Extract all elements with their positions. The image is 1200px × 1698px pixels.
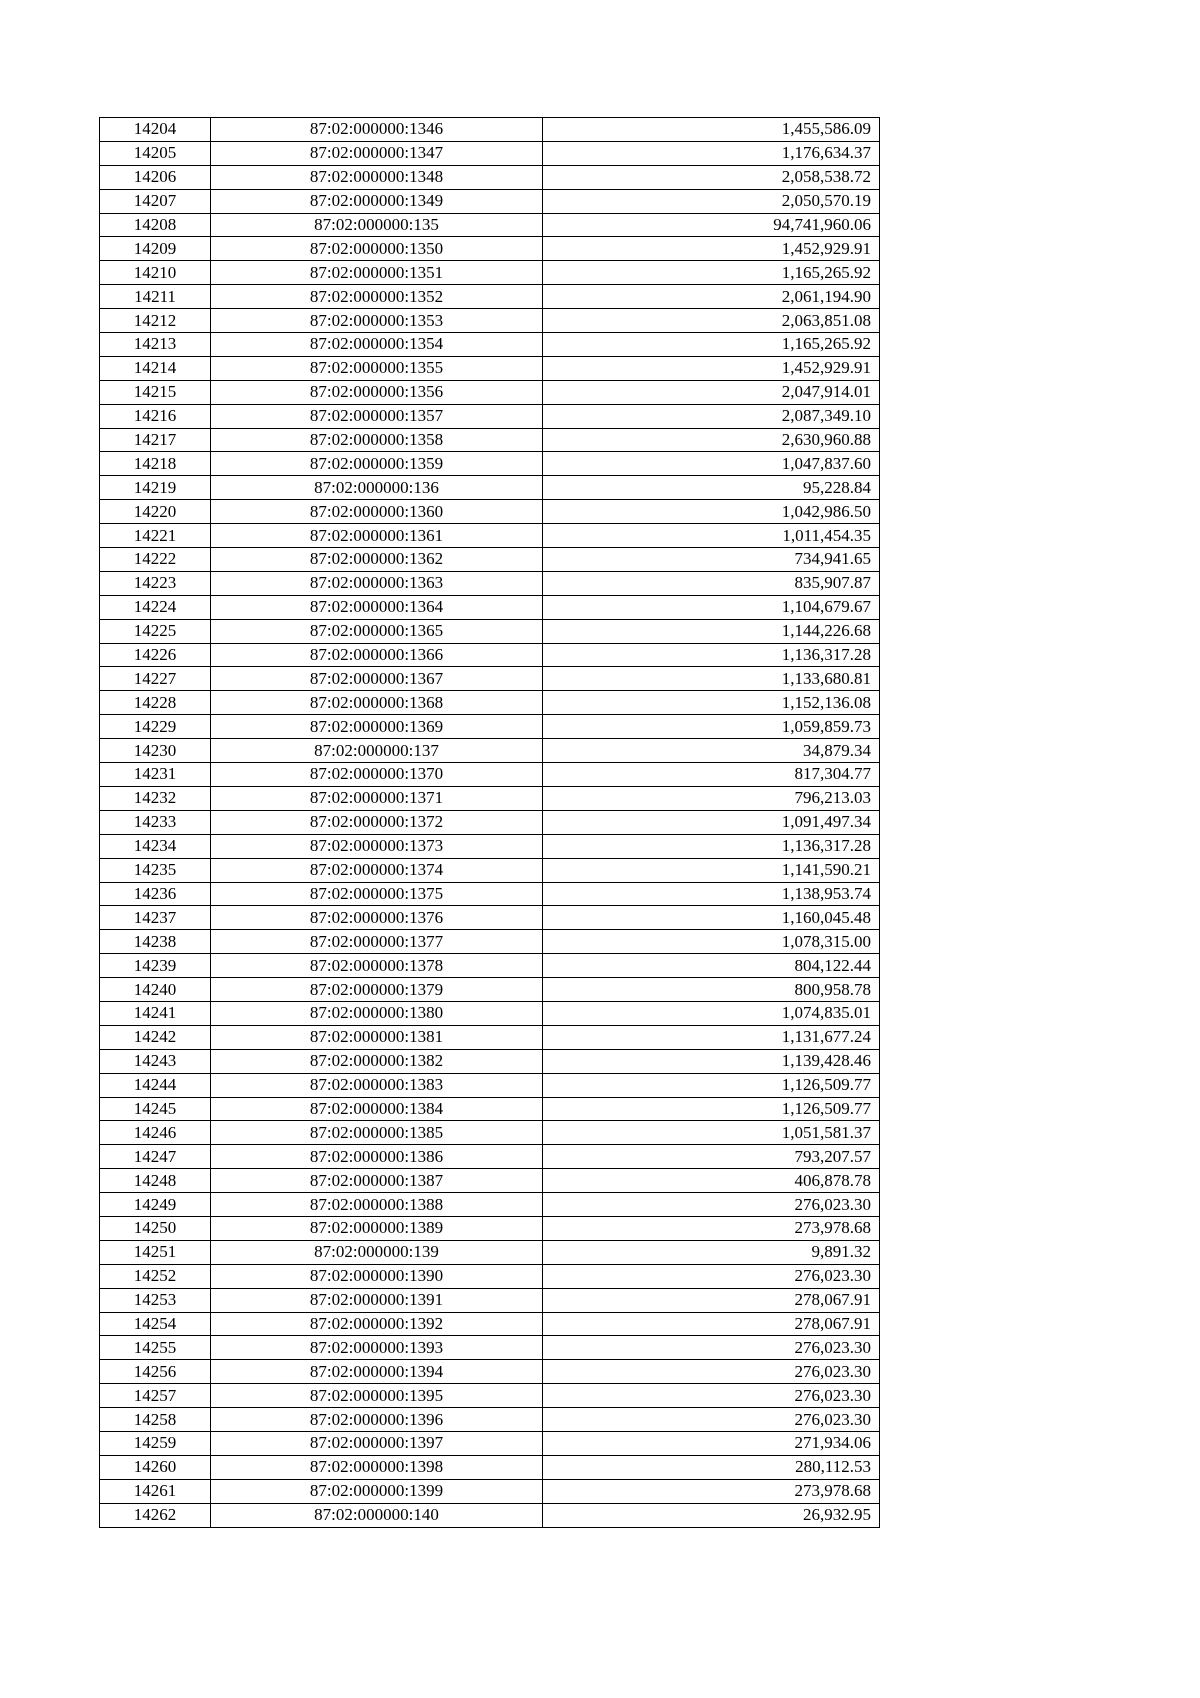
cadastral-value-cell: 273,978.68 <box>543 1216 880 1240</box>
table-row <box>100 500 880 524</box>
row-number-cell: 14238 <box>100 930 211 954</box>
cadastral-number-cell: 87:02:000000:1364 <box>211 595 543 619</box>
cadastral-number-cell: 87:02:000000:1372 <box>211 810 543 834</box>
cadastral-number-cell: 87:02:000000:1361 <box>211 524 543 548</box>
row-number-cell: 14258 <box>100 1408 211 1432</box>
cadastral-value-cell: 34,879.34 <box>543 739 880 763</box>
cadastral-number-cell: 87:02:000000:1395 <box>211 1384 543 1408</box>
table-row <box>100 1503 880 1527</box>
cadastral-value-cell: 804,122.44 <box>543 954 880 978</box>
cadastral-number-cell: 87:02:000000:1389 <box>211 1216 543 1240</box>
cadastral-value-cell: 2,058,538.72 <box>543 165 880 189</box>
row-number-cell: 14220 <box>100 500 211 524</box>
table-row <box>100 237 880 261</box>
cadastral-number-cell: 87:02:000000:1394 <box>211 1360 543 1384</box>
row-number-cell: 14261 <box>100 1479 211 1503</box>
row-number-cell: 14213 <box>100 333 211 357</box>
row-number-cell: 14228 <box>100 691 211 715</box>
cadastral-number-cell: 87:02:000000:1373 <box>211 834 543 858</box>
cadastral-value-cell: 280,112.53 <box>543 1455 880 1479</box>
row-number-cell: 14250 <box>100 1216 211 1240</box>
cadastral-number-cell: 87:02:000000:1384 <box>211 1097 543 1121</box>
row-number-cell: 14256 <box>100 1360 211 1384</box>
cadastral-value-cell: 276,023.30 <box>543 1336 880 1360</box>
cadastral-value-cell: 1,126,509.77 <box>543 1097 880 1121</box>
cadastral-value-cell: 1,011,454.35 <box>543 524 880 548</box>
cadastral-value-cell: 734,941.65 <box>543 548 880 572</box>
cadastral-number-cell: 87:02:000000:1376 <box>211 906 543 930</box>
row-number-cell: 14229 <box>100 715 211 739</box>
table-row <box>100 213 880 237</box>
cadastral-number-cell: 87:02:000000:1370 <box>211 763 543 787</box>
cadastral-value-cell: 276,023.30 <box>543 1384 880 1408</box>
cadastral-number-cell: 87:02:000000:1396 <box>211 1408 543 1432</box>
cadastral-number-cell: 87:02:000000:1390 <box>211 1264 543 1288</box>
cadastral-value-cell: 817,304.77 <box>543 763 880 787</box>
cadastral-value-cell: 1,091,497.34 <box>543 810 880 834</box>
table-row <box>100 571 880 595</box>
row-number-cell: 14231 <box>100 763 211 787</box>
row-number-cell: 14254 <box>100 1312 211 1336</box>
cadastral-number-cell: 87:02:000000:1371 <box>211 786 543 810</box>
row-number-cell: 14227 <box>100 667 211 691</box>
cadastral-number-cell: 87:02:000000:136 <box>211 476 543 500</box>
row-number-cell: 14240 <box>100 978 211 1002</box>
cadastral-value-cell: 276,023.30 <box>543 1193 880 1217</box>
cadastral-number-cell: 87:02:000000:1356 <box>211 380 543 404</box>
table-row <box>100 118 880 142</box>
row-number-cell: 14226 <box>100 643 211 667</box>
row-number-cell: 14216 <box>100 404 211 428</box>
cadastral-value-cell: 1,133,680.81 <box>543 667 880 691</box>
table-row <box>100 858 880 882</box>
row-number-cell: 14236 <box>100 882 211 906</box>
table-row <box>100 1431 880 1455</box>
cadastral-value-cell: 1,136,317.28 <box>543 643 880 667</box>
table-row <box>100 834 880 858</box>
cadastral-number-cell: 87:02:000000:1398 <box>211 1455 543 1479</box>
table-row <box>100 715 880 739</box>
table-row <box>100 333 880 357</box>
cadastral-value-cell: 2,061,194.90 <box>543 285 880 309</box>
cadastral-value-cell: 1,131,677.24 <box>543 1025 880 1049</box>
cadastral-number-cell: 87:02:000000:1355 <box>211 356 543 380</box>
row-number-cell: 14245 <box>100 1097 211 1121</box>
table-row <box>100 428 880 452</box>
table-row <box>100 1145 880 1169</box>
row-number-cell: 14214 <box>100 356 211 380</box>
table-row <box>100 1121 880 1145</box>
table-row <box>100 141 880 165</box>
cadastral-value-cell: 1,452,929.91 <box>543 356 880 380</box>
table-row <box>100 1240 880 1264</box>
cadastral-number-cell: 87:02:000000:1368 <box>211 691 543 715</box>
cadastral-value-cell: 278,067.91 <box>543 1312 880 1336</box>
table-row <box>100 1408 880 1432</box>
table-row <box>100 476 880 500</box>
cadastral-value-cell: 1,139,428.46 <box>543 1049 880 1073</box>
cadastral-number-cell: 87:02:000000:1391 <box>211 1288 543 1312</box>
table-row <box>100 1097 880 1121</box>
cadastral-number-cell: 87:02:000000:1397 <box>211 1431 543 1455</box>
cadastral-value-cell: 2,047,914.01 <box>543 380 880 404</box>
cadastral-value-cell: 278,067.91 <box>543 1288 880 1312</box>
cadastral-value-cell: 1,176,634.37 <box>543 141 880 165</box>
table-row <box>100 285 880 309</box>
table-row <box>100 786 880 810</box>
table-row <box>100 954 880 978</box>
cadastral-value-cell: 271,934.06 <box>543 1431 880 1455</box>
cadastral-value-cell: 276,023.30 <box>543 1360 880 1384</box>
table-row <box>100 380 880 404</box>
cadastral-number-cell: 87:02:000000:1346 <box>211 118 543 142</box>
cadastral-number-cell: 87:02:000000:1377 <box>211 930 543 954</box>
cadastral-number-cell: 87:02:000000:139 <box>211 1240 543 1264</box>
row-number-cell: 14242 <box>100 1025 211 1049</box>
cadastral-number-cell: 87:02:000000:1399 <box>211 1479 543 1503</box>
cadastral-value-cell: 1,160,045.48 <box>543 906 880 930</box>
table-row <box>100 763 880 787</box>
table-row <box>100 1025 880 1049</box>
cadastral-number-cell: 87:02:000000:1347 <box>211 141 543 165</box>
cadastral-value-cell: 1,059,859.73 <box>543 715 880 739</box>
table-row <box>100 1216 880 1240</box>
row-number-cell: 14249 <box>100 1193 211 1217</box>
table-row <box>100 1049 880 1073</box>
row-number-cell: 14259 <box>100 1431 211 1455</box>
row-number-cell: 14204 <box>100 118 211 142</box>
cadastral-value-cell: 2,050,570.19 <box>543 189 880 213</box>
cadastral-number-cell: 87:02:000000:1351 <box>211 261 543 285</box>
row-number-cell: 14217 <box>100 428 211 452</box>
table-row <box>100 1336 880 1360</box>
cadastral-number-cell: 87:02:000000:1393 <box>211 1336 543 1360</box>
row-number-cell: 14219 <box>100 476 211 500</box>
row-number-cell: 14230 <box>100 739 211 763</box>
cadastral-value-cell: 1,152,136.08 <box>543 691 880 715</box>
cadastral-number-cell: 87:02:000000:1379 <box>211 978 543 1002</box>
cadastral-value-cell: 2,087,349.10 <box>543 404 880 428</box>
table-row <box>100 1312 880 1336</box>
row-number-cell: 14223 <box>100 571 211 595</box>
cadastral-value-cell: 2,630,960.88 <box>543 428 880 452</box>
row-number-cell: 14257 <box>100 1384 211 1408</box>
row-number-cell: 14262 <box>100 1503 211 1527</box>
cadastral-number-cell: 87:02:000000:1367 <box>211 667 543 691</box>
row-number-cell: 14253 <box>100 1288 211 1312</box>
table-body <box>100 118 880 1528</box>
table-row <box>100 691 880 715</box>
cadastral-value-cell: 1,141,590.21 <box>543 858 880 882</box>
cadastral-number-cell: 87:02:000000:1378 <box>211 954 543 978</box>
cadastral-number-cell: 87:02:000000:1385 <box>211 1121 543 1145</box>
cadastral-number-cell: 87:02:000000:1362 <box>211 548 543 572</box>
cadastral-number-cell: 87:02:000000:1363 <box>211 571 543 595</box>
cadastral-number-cell: 87:02:000000:140 <box>211 1503 543 1527</box>
cadastral-value-cell: 276,023.30 <box>543 1264 880 1288</box>
cadastral-value-cell: 94,741,960.06 <box>543 213 880 237</box>
table-row <box>100 1001 880 1025</box>
cadastral-number-cell: 87:02:000000:1386 <box>211 1145 543 1169</box>
cadastral-value-cell: 1,047,837.60 <box>543 452 880 476</box>
cadastral-value-cell: 1,144,226.68 <box>543 619 880 643</box>
row-number-cell: 14208 <box>100 213 211 237</box>
table-row <box>100 667 880 691</box>
row-number-cell: 14243 <box>100 1049 211 1073</box>
row-number-cell: 14237 <box>100 906 211 930</box>
cadastral-value-cell: 800,958.78 <box>543 978 880 1002</box>
table-row <box>100 882 880 906</box>
table-row <box>100 356 880 380</box>
cadastral-number-cell: 87:02:000000:1348 <box>211 165 543 189</box>
cadastral-value-cell: 26,932.95 <box>543 1503 880 1527</box>
table-row <box>100 978 880 1002</box>
cadastral-value-cell: 1,165,265.92 <box>543 261 880 285</box>
cadastral-number-cell: 87:02:000000:1369 <box>211 715 543 739</box>
cadastral-number-cell: 87:02:000000:1360 <box>211 500 543 524</box>
row-number-cell: 14215 <box>100 380 211 404</box>
row-number-cell: 14260 <box>100 1455 211 1479</box>
cadastral-number-cell: 87:02:000000:1375 <box>211 882 543 906</box>
row-number-cell: 14244 <box>100 1073 211 1097</box>
table-row <box>100 165 880 189</box>
table-row <box>100 261 880 285</box>
row-number-cell: 14206 <box>100 165 211 189</box>
cadastral-number-cell: 87:02:000000:1383 <box>211 1073 543 1097</box>
row-number-cell: 14235 <box>100 858 211 882</box>
row-number-cell: 14209 <box>100 237 211 261</box>
cadastral-number-cell: 87:02:000000:1381 <box>211 1025 543 1049</box>
cadastral-value-cell: 1,126,509.77 <box>543 1073 880 1097</box>
row-number-cell: 14241 <box>100 1001 211 1025</box>
table-row <box>100 524 880 548</box>
cadastral-value-cell: 1,078,315.00 <box>543 930 880 954</box>
row-number-cell: 14233 <box>100 810 211 834</box>
row-number-cell: 14211 <box>100 285 211 309</box>
cadastral-value-cell: 1,104,679.67 <box>543 595 880 619</box>
table-row <box>100 548 880 572</box>
cadastral-value-cell: 406,878.78 <box>543 1169 880 1193</box>
row-number-cell: 14210 <box>100 261 211 285</box>
cadastral-value-cell: 796,213.03 <box>543 786 880 810</box>
cadastral-value-cell: 793,207.57 <box>543 1145 880 1169</box>
table-row <box>100 189 880 213</box>
cadastral-number-cell: 87:02:000000:1358 <box>211 428 543 452</box>
row-number-cell: 14224 <box>100 595 211 619</box>
cadastral-number-cell: 87:02:000000:137 <box>211 739 543 763</box>
cadastral-number-cell: 87:02:000000:1374 <box>211 858 543 882</box>
cadastral-value-cell: 1,165,265.92 <box>543 333 880 357</box>
table-row <box>100 309 880 333</box>
table-row <box>100 810 880 834</box>
row-number-cell: 14212 <box>100 309 211 333</box>
cadastral-number-cell: 87:02:000000:1366 <box>211 643 543 667</box>
cadastral-number-cell: 87:02:000000:1354 <box>211 333 543 357</box>
cadastral-number-cell: 87:02:000000:1365 <box>211 619 543 643</box>
cadastral-number-cell: 87:02:000000:1382 <box>211 1049 543 1073</box>
table-row <box>100 1479 880 1503</box>
cadastral-number-cell: 87:02:000000:1392 <box>211 1312 543 1336</box>
row-number-cell: 14207 <box>100 189 211 213</box>
cadastral-number-cell: 87:02:000000:1388 <box>211 1193 543 1217</box>
cadastral-value-cell: 1,455,586.09 <box>543 118 880 142</box>
cadastral-number-cell: 87:02:000000:1387 <box>211 1169 543 1193</box>
row-number-cell: 14252 <box>100 1264 211 1288</box>
row-number-cell: 14248 <box>100 1169 211 1193</box>
row-number-cell: 14225 <box>100 619 211 643</box>
cadastral-number-cell: 87:02:000000:135 <box>211 213 543 237</box>
table-row <box>100 1288 880 1312</box>
row-number-cell: 14251 <box>100 1240 211 1264</box>
table-row <box>100 906 880 930</box>
table-row <box>100 1169 880 1193</box>
cadastral-value-cell: 2,063,851.08 <box>543 309 880 333</box>
cadastral-value-cell: 9,891.32 <box>543 1240 880 1264</box>
table-row <box>100 643 880 667</box>
table-row <box>100 595 880 619</box>
row-number-cell: 14246 <box>100 1121 211 1145</box>
row-number-cell: 14218 <box>100 452 211 476</box>
cadastral-number-cell: 87:02:000000:1359 <box>211 452 543 476</box>
row-number-cell: 14234 <box>100 834 211 858</box>
table-row <box>100 619 880 643</box>
row-number-cell: 14222 <box>100 548 211 572</box>
table-row <box>100 1073 880 1097</box>
cadastral-value-table <box>99 117 880 1528</box>
cadastral-number-cell: 87:02:000000:1380 <box>211 1001 543 1025</box>
cadastral-number-cell: 87:02:000000:1353 <box>211 309 543 333</box>
cadastral-value-cell: 1,074,835.01 <box>543 1001 880 1025</box>
table-row <box>100 1193 880 1217</box>
cadastral-value-cell: 1,042,986.50 <box>543 500 880 524</box>
cadastral-value-cell: 1,138,953.74 <box>543 882 880 906</box>
cadastral-number-cell: 87:02:000000:1350 <box>211 237 543 261</box>
table-row <box>100 739 880 763</box>
cadastral-number-cell: 87:02:000000:1349 <box>211 189 543 213</box>
table-row <box>100 1455 880 1479</box>
cadastral-value-cell: 835,907.87 <box>543 571 880 595</box>
cadastral-value-cell: 276,023.30 <box>543 1408 880 1432</box>
table-row <box>100 1384 880 1408</box>
cadastral-value-cell: 1,452,929.91 <box>543 237 880 261</box>
cadastral-value-cell: 1,136,317.28 <box>543 834 880 858</box>
row-number-cell: 14221 <box>100 524 211 548</box>
row-number-cell: 14255 <box>100 1336 211 1360</box>
table-row <box>100 1360 880 1384</box>
row-number-cell: 14232 <box>100 786 211 810</box>
table-row <box>100 930 880 954</box>
row-number-cell: 14239 <box>100 954 211 978</box>
row-number-cell: 14205 <box>100 141 211 165</box>
table-row <box>100 452 880 476</box>
cadastral-value-cell: 95,228.84 <box>543 476 880 500</box>
cadastral-number-cell: 87:02:000000:1357 <box>211 404 543 428</box>
table-row <box>100 404 880 428</box>
row-number-cell: 14247 <box>100 1145 211 1169</box>
table-row <box>100 1264 880 1288</box>
cadastral-value-cell: 273,978.68 <box>543 1479 880 1503</box>
cadastral-value-cell: 1,051,581.37 <box>543 1121 880 1145</box>
cadastral-number-cell: 87:02:000000:1352 <box>211 285 543 309</box>
